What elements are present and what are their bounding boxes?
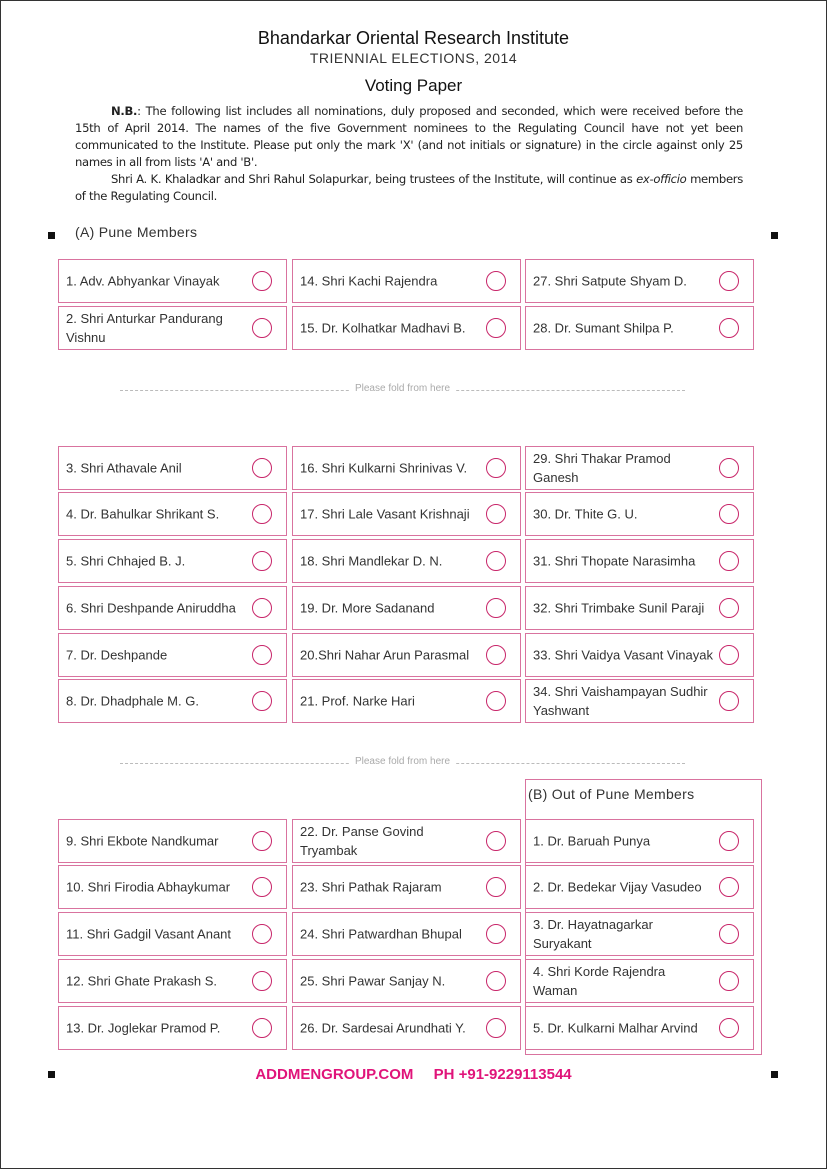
candidate-cell [292,959,521,1003]
candidate-name: 18. Shri Mandlekar D. N. [300,553,443,569]
candidate-cell [292,492,521,536]
candidate-name: 13. Dr. Joglekar Pramod P. [66,1020,221,1036]
candidate-name: 3. Dr. Hayatnagarkar Suryakant [533,917,653,951]
section-b-heading: (B) Out of Pune Members [528,786,695,802]
vote-circle[interactable] [252,645,272,665]
candidate-name: 4. Shri Korde Rajendra Waman [533,964,666,998]
fold-line [120,756,685,770]
candidate-cell [292,586,521,630]
candidate-cell [525,446,754,490]
vote-circle[interactable] [252,924,272,944]
vote-circle[interactable] [486,924,506,944]
candidate-cell [525,306,754,350]
candidate-cell [525,679,754,723]
candidate-name: 10. Shri Firodia Abhaykumar [66,879,231,895]
registration-mark [48,232,55,239]
candidate-cell [58,446,287,490]
vote-circle[interactable] [719,831,739,851]
trustees-post: members of the Regulating Council. [75,172,743,203]
election-title: TRIENNIAL ELECTIONS, 2014 [309,50,518,66]
candidate-name: 8. Dr. Dhadphale M. G. [66,693,199,709]
candidate-name: 1. Dr. Baruah Punya [533,833,651,849]
vote-circle[interactable] [719,924,739,944]
vote-circle[interactable] [719,504,739,524]
candidate-cell [58,1006,287,1050]
candidate-name: 33. Shri Vaidya Vasant Vinayak [533,647,713,663]
nb-label: N.B. [111,104,138,118]
candidate-name: 29. Shri Thakar Pramod Ganesh [533,451,671,485]
vote-circle[interactable] [252,504,272,524]
candidate-name: 14. Shri Kachi Rajendra [300,273,438,289]
candidate-name: 32. Shri Trimbake Sunil Paraji [533,600,705,616]
vote-circle[interactable] [486,504,506,524]
vote-circle[interactable] [486,598,506,618]
vote-circle[interactable] [486,271,506,291]
candidate-cell [292,912,521,956]
candidate-name: 25. Shri Pawar Sanjay N. [300,973,446,989]
candidate-cell [525,259,754,303]
candidate-cell [525,865,754,909]
candidate-name: 17. Shri Lale Vasant Krishnaji [300,506,470,522]
footer-website: ADDMENGROUP.COM [255,1066,414,1083]
vote-circle[interactable] [252,318,272,338]
candidate-name: 12. Shri Ghate Prakash S. [66,973,218,989]
candidate-name: 31. Shri Thopate Narasimha [533,553,696,569]
vote-circle[interactable] [719,551,739,571]
vote-circle[interactable] [252,831,272,851]
vote-circle[interactable] [719,1018,739,1038]
trustees-note [75,171,743,205]
vote-circle[interactable] [252,1018,272,1038]
candidate-name: 30. Dr. Thite G. U. [533,506,638,522]
candidate-cell [58,959,287,1003]
vote-circle[interactable] [486,877,506,897]
candidate-cell [525,492,754,536]
candidate-cell [292,446,521,490]
vote-circle[interactable] [486,551,506,571]
vote-circle[interactable] [486,691,506,711]
candidate-name: 7. Dr. Deshpande [66,647,168,663]
candidate-name: 24. Shri Patwardhan Bhupal [300,926,462,942]
candidate-cell [292,1006,521,1050]
candidate-cell [525,1006,754,1050]
vote-circle[interactable] [486,971,506,991]
vote-circle[interactable] [252,877,272,897]
fold-label: Please fold from here [349,383,456,394]
candidate-name: 19. Dr. More Sadanand [300,600,435,616]
candidate-cell [58,492,287,536]
candidate-name: 15. Dr. Kolhatkar Madhavi B. [300,320,466,336]
candidate-name: 1. Adv. Abhyankar Vinayak [66,273,220,289]
candidate-name: 27. Shri Satpute Shyam D. [533,273,687,289]
vote-circle[interactable] [719,877,739,897]
vote-circle[interactable] [719,645,739,665]
trustees-pre: Shri A. K. Khaladkar and Shri Rahul Solapurkar, being trustees of the Institute, will continue as [111,172,637,186]
candidate-cell [525,586,754,630]
candidate-name: 22. Dr. Panse Govind Tryambak [300,824,424,858]
candidate-cell [58,259,287,303]
candidate-cell [292,259,521,303]
candidate-cell [525,959,754,1003]
registration-mark [771,232,778,239]
vote-circle[interactable] [252,691,272,711]
section-a-heading: (A) Pune Members [75,224,198,240]
vote-circle[interactable] [486,458,506,478]
vote-circle[interactable] [252,971,272,991]
candidate-cell [292,679,521,723]
vote-circle[interactable] [719,271,739,291]
vote-circle[interactable] [719,971,739,991]
vote-circle[interactable] [486,831,506,851]
candidate-cell [58,633,287,677]
vote-circle[interactable] [719,318,739,338]
candidate-name: 5. Shri Chhajed B. J. [66,553,186,569]
candidate-name: 11. Shri Gadgil Vasant Anant [66,926,232,942]
candidate-cell [58,912,287,956]
vote-circle[interactable] [719,458,739,478]
footer-phone: PH +91-9229113544 [433,1066,572,1083]
notes-block [75,103,743,205]
candidate-cell [292,306,521,350]
candidate-name: 21. Prof. Narke Hari [300,693,415,709]
fold-label: Please fold from here [349,756,456,767]
candidate-cell [292,865,521,909]
candidate-name: 5. Dr. Kulkarni Malhar Arvind [533,1020,698,1036]
nb-note [75,103,743,171]
candidate-name: 2. Dr. Bedekar Vijay Vasudeo [533,879,702,895]
vote-circle[interactable] [252,551,272,571]
vote-circle[interactable] [252,598,272,618]
candidate-cell [525,539,754,583]
candidate-name: 34. Shri Vaishampayan Sudhir Yashwant [533,684,708,718]
candidate-cell [58,306,287,350]
vote-circle[interactable] [486,1018,506,1038]
trustees-em: ex-officio [636,172,687,186]
voting-paper-title: Voting Paper [364,76,463,95]
candidate-cell [292,633,521,677]
vote-circle[interactable] [252,458,272,478]
candidate-cell [58,586,287,630]
candidate-cell [525,633,754,677]
candidate-cell [525,819,754,863]
fold-line [120,383,685,397]
nb-text: : The following list includes all nominations, duly proposed and seconded, which were received before the 15th of April 2014. The names of the five Government nominees to the Regulating Council have not yet been communicated to the Institute. Please put only the mark 'X' (and not initials or signature) in the circle against only 25 names in all from lists 'A' and 'B'. [75,104,743,169]
candidate-cell [292,539,521,583]
candidate-name: 20.Shri Nahar Arun Parasmal [300,647,470,663]
candidate-name: 4. Dr. Bahulkar Shrikant S. [66,506,220,522]
candidate-name: 28. Dr. Sumant Shilpa P. [533,320,674,336]
candidate-name: 26. Dr. Sardesai Arundhati Y. [300,1020,466,1036]
candidate-name: 3. Shri Athavale Anil [66,460,182,476]
vote-circle[interactable] [719,598,739,618]
vote-circle[interactable] [719,691,739,711]
candidate-name: 16. Shri Kulkarni Shrinivas V. [300,460,468,476]
institute-name: Bhandarkar Oriental Research Institute [257,28,570,48]
candidate-name: 2. Shri Anturkar Pandurang Vishnu [66,311,223,345]
candidate-cell [58,539,287,583]
candidate-name: 6. Shri Deshpande Aniruddha [66,600,236,616]
candidate-cell [58,679,287,723]
footer [0,1066,827,1083]
candidate-name: 9. Shri Ekbote Nandkumar [66,833,219,849]
candidate-cell [525,912,754,956]
candidate-cell [58,865,287,909]
candidate-cell [292,819,521,863]
vote-circle[interactable] [486,645,506,665]
vote-circle[interactable] [486,318,506,338]
vote-circle[interactable] [252,271,272,291]
candidate-name: 23. Shri Pathak Rajaram [300,879,442,895]
candidate-cell [58,819,287,863]
